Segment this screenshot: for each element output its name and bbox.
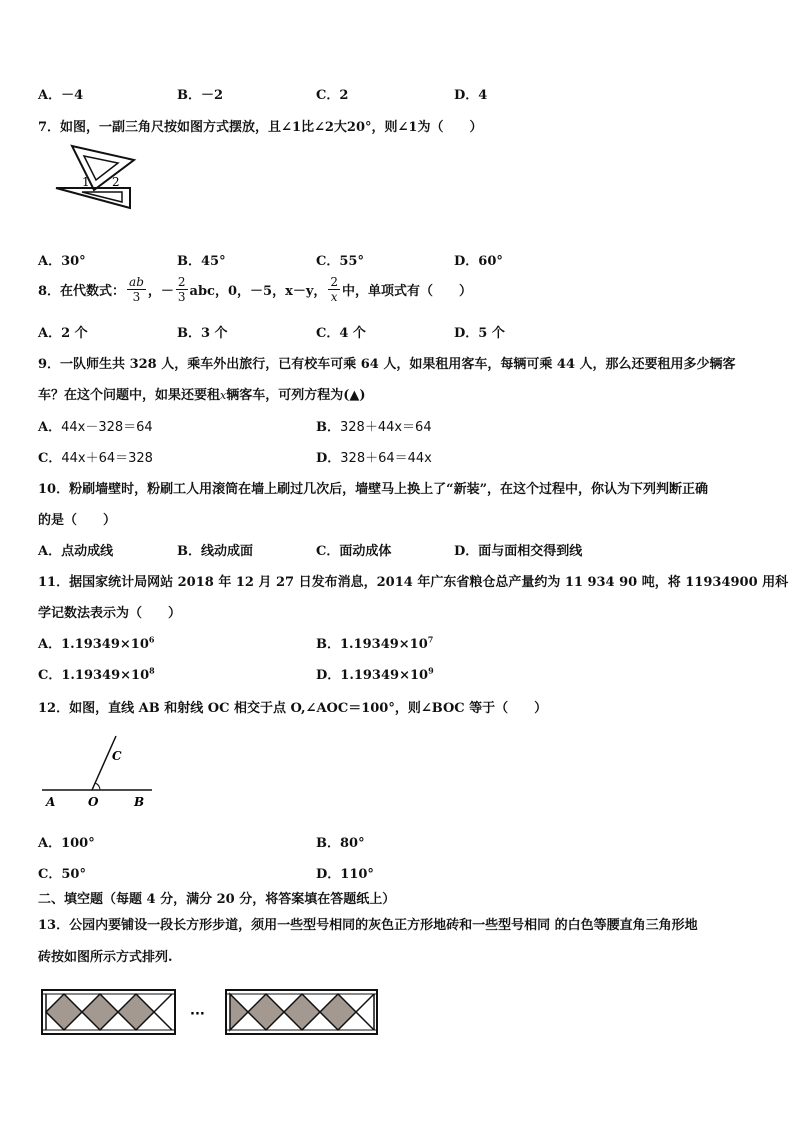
q7-triangle-rulers-figure	[54, 142, 140, 210]
q7-stem: 7．如图，一副三角尺按如图方式摆放，且∠1比∠2大20°，则∠1为（ ）	[38, 120, 483, 135]
q7-label-angle-2: 2	[112, 175, 120, 189]
q11-stem-line2: 学记数法表示为（ ）	[38, 606, 182, 621]
q11-option-c: C．$1.19349\times 10^8$	[38, 665, 155, 683]
q8-option-c: C．4 个	[316, 326, 366, 341]
q13-tile-strip-right	[226, 990, 377, 1034]
q12-ray-oc	[92, 736, 116, 790]
q10-option-c: C．面动成体	[316, 544, 392, 559]
q6-option-a: A．－4	[38, 88, 84, 103]
q6-option-b: B．－2	[177, 88, 224, 103]
q8-option-d: D．5 个	[454, 326, 505, 341]
q12-label-c: C	[112, 749, 122, 763]
q7-option-d: D．60°	[454, 254, 503, 269]
q9-stem-line1: 9．一队师生共 328 人，乘车外出旅行，已有校车可乘 64 人，如果租用客车，每辆可乘 44 人，那么还要租用多少辆客	[38, 357, 736, 372]
q9-option-d: D．328＋64＝44x	[316, 451, 432, 466]
q8-fraction-2-over-3: $\frac{2}{3}$	[177, 275, 186, 304]
q13-stem-line1: 13．公园内要铺设一段长方形步道，须用一些型号相同的灰色正方形地砖和一些型号相同 的白色等腰直角三角形地	[38, 918, 698, 933]
q12-option-d: D．110°	[316, 867, 374, 882]
q9-option-a: A．44x－328＝64	[38, 420, 153, 435]
q10-stem-line1: 10．粉刷墙壁时，粉刷工人用滚筒在墙上刷过几次后，墙壁马上换上了“新装”，在这个过程中，你认为下列判断正确	[38, 482, 709, 497]
q9-option-c: C．44x＋64＝328	[38, 451, 153, 466]
q10-stem-line2: 的是（ ）	[38, 513, 117, 528]
q6-option-c: C．2	[316, 88, 349, 103]
q12-label-a: A	[46, 795, 56, 809]
q11-option-b: B．$1.19349\times 10^7$	[316, 634, 434, 652]
q7-option-c: C．55°	[316, 254, 364, 269]
q8-option-a: A．2 个	[38, 326, 88, 341]
q12-stem: 12．如图，直线 AB 和射线 OC 相交于点 O,∠AOC＝100°，则∠BOC 等于（ ）	[38, 701, 548, 716]
q12-label-b: B	[134, 795, 145, 809]
q12-option-c: C．50°	[38, 867, 86, 882]
q6-option-d: D．4	[454, 88, 488, 103]
q8-fraction-ab-over-3: $\frac{ab}{3}$	[129, 275, 144, 304]
q13-stem-line2: 砖按如图所示方式排列.	[38, 950, 173, 965]
q13-tile-pattern-figure	[40, 988, 380, 1038]
q11-stem-line1: 11．据国家统计局网站 2018 年 12 月 27 日发布消息，2014 年广东省粮仓总产量约为 11 934 90 吨，将 11934900 用科	[38, 575, 789, 590]
q7-option-a: A．30°	[38, 254, 86, 269]
q7-label-angle-1: 1	[82, 175, 90, 189]
q10-option-d: D．面与面相交得到线	[454, 544, 583, 559]
q10-option-a: A．点动成线	[38, 544, 114, 559]
q13-ellipsis: ···	[190, 1007, 205, 1022]
q8-stem: 8．在代数式： $\frac{ab}{3}$ ，－ $\frac{2}{3}$ abc，0，－5，x－y， $\frac{2}{x}$ 中，单项式有（ ）	[38, 275, 473, 304]
q12-option-a: A．100°	[38, 836, 95, 851]
q12-option-b: B．80°	[316, 836, 365, 851]
q10-option-b: B．线动成面	[177, 544, 253, 559]
q8-option-b: B．3 个	[177, 326, 228, 341]
section-title-fill-in: 二、填空题（每题 4 分，满分 20 分，将答案填在答题纸上）	[38, 892, 396, 907]
q13-tile-strip-left	[42, 990, 175, 1034]
q12-label-o: O	[88, 795, 99, 809]
q9-option-b: B．328＋44x＝64	[316, 420, 432, 435]
q12-angle-figure	[40, 728, 160, 810]
q7-option-b: B．45°	[177, 254, 226, 269]
q11-option-a: A．$1.19349\times 10^6$	[38, 634, 155, 652]
q11-option-d: D．$1.19349\times 10^9$	[316, 665, 434, 683]
q8-fraction-2-over-x: $\frac{2}{x}$	[330, 275, 339, 304]
q9-stem-line2: 车？在这个问题中，如果还要租x辆客车，可列方程为(▲)	[38, 388, 366, 403]
q7-triangle-30-60	[56, 188, 130, 208]
